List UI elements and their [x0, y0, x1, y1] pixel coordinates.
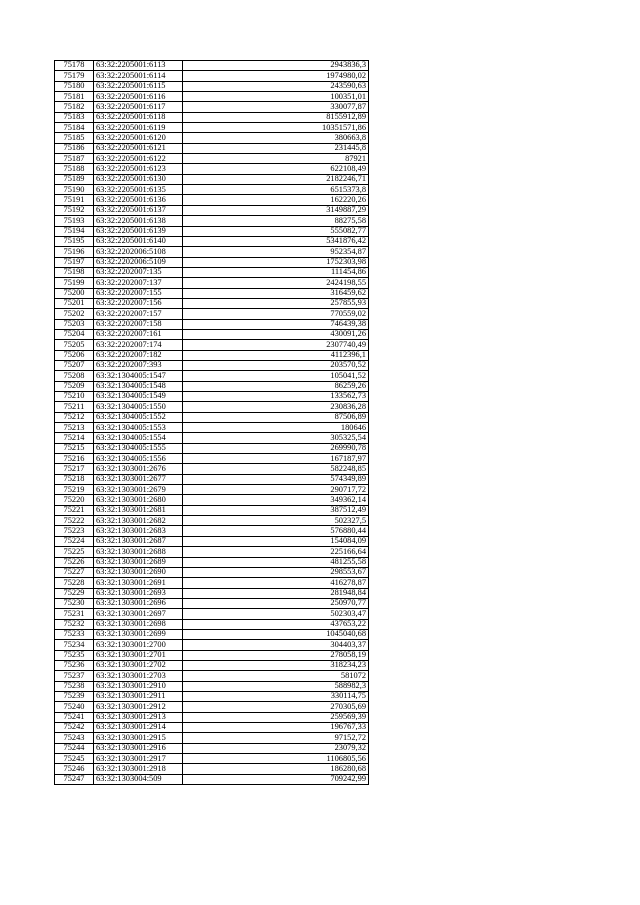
table-row	[55, 764, 369, 774]
cadastral-number-cell: 63:32:2202007:135	[94, 267, 183, 277]
cadastral-value-cell: 225166,64	[183, 547, 369, 557]
row-number-cell: 75204	[55, 329, 94, 339]
cadastral-value-cell: 87506,89	[183, 412, 369, 422]
table-row	[55, 619, 369, 629]
row-number-cell: 75242	[55, 723, 94, 733]
row-number-cell: 75221	[55, 505, 94, 515]
table-row	[55, 454, 369, 464]
cadastral-number-cell: 63:32:1304005:1548	[94, 381, 183, 391]
cadastral-value-cell: 281948,84	[183, 588, 369, 598]
table-row	[55, 609, 369, 619]
cadastral-number-cell: 63:32:1304005:1556	[94, 454, 183, 464]
cadastral-number-cell: 63:32:2202007:157	[94, 309, 183, 319]
row-number-cell: 75244	[55, 743, 94, 753]
cadastral-number-cell: 63:32:1303001:2917	[94, 754, 183, 764]
cadastral-number-cell: 63:32:1303001:2701	[94, 650, 183, 660]
row-number-cell: 75234	[55, 640, 94, 650]
cadastral-value-cell: 298553,67	[183, 567, 369, 577]
table-row	[55, 567, 369, 577]
cadastral-number-cell: 63:32:1303001:2910	[94, 681, 183, 691]
row-number-cell: 75210	[55, 392, 94, 402]
cadastral-number-cell: 63:32:1304005:1553	[94, 423, 183, 433]
cadastral-number-cell: 63:32:1303001:2916	[94, 743, 183, 753]
cadastral-number-cell: 63:32:1304005:1550	[94, 402, 183, 412]
table-body	[55, 61, 369, 785]
cadastral-number-cell: 63:32:2205001:6116	[94, 92, 183, 102]
cadastral-number-cell: 63:32:1303001:2700	[94, 640, 183, 650]
row-number-cell: 75223	[55, 526, 94, 536]
row-number-cell: 75236	[55, 660, 94, 670]
table-row	[55, 743, 369, 753]
cadastral-number-cell: 63:32:2205001:6130	[94, 174, 183, 184]
cadastral-value-table	[54, 60, 369, 785]
table-row	[55, 485, 369, 495]
cadastral-value-cell: 186280,68	[183, 764, 369, 774]
table-row	[55, 257, 369, 267]
cadastral-number-cell: 63:32:1303001:2691	[94, 578, 183, 588]
row-number-cell: 75209	[55, 381, 94, 391]
row-number-cell: 75216	[55, 454, 94, 464]
table-row	[55, 164, 369, 174]
table-row	[55, 433, 369, 443]
cadastral-value-cell: 304403,37	[183, 640, 369, 650]
cadastral-value-cell: 576880,44	[183, 526, 369, 536]
cadastral-value-cell: 290717,72	[183, 485, 369, 495]
cadastral-value-cell: 770559,02	[183, 309, 369, 319]
row-number-cell: 75196	[55, 247, 94, 257]
row-number-cell: 75191	[55, 195, 94, 205]
row-number-cell: 75231	[55, 609, 94, 619]
row-number-cell: 75181	[55, 92, 94, 102]
table-row	[55, 598, 369, 608]
row-number-cell: 75218	[55, 474, 94, 484]
row-number-cell: 75214	[55, 433, 94, 443]
row-number-cell: 75189	[55, 174, 94, 184]
cadastral-number-cell: 63:32:2205001:6113	[94, 61, 183, 71]
table-row	[55, 133, 369, 143]
cadastral-number-cell: 63:32:2202007:393	[94, 360, 183, 370]
table-row	[55, 288, 369, 298]
cadastral-number-cell: 63:32:1303001:2682	[94, 516, 183, 526]
table-row	[55, 402, 369, 412]
cadastral-number-cell: 63:32:2205001:6114	[94, 71, 183, 81]
cadastral-number-cell: 63:32:1303001:2689	[94, 557, 183, 567]
row-number-cell: 75225	[55, 547, 94, 557]
row-number-cell: 75232	[55, 619, 94, 629]
row-number-cell: 75226	[55, 557, 94, 567]
cadastral-value-cell: 430091,26	[183, 329, 369, 339]
cadastral-value-cell: 2424198,55	[183, 278, 369, 288]
cadastral-number-cell: 63:32:2205001:6117	[94, 102, 183, 112]
cadastral-value-cell: 330114,75	[183, 691, 369, 701]
row-number-cell: 75203	[55, 319, 94, 329]
cadastral-value-cell: 952354,87	[183, 247, 369, 257]
cadastral-value-cell: 416278,87	[183, 578, 369, 588]
table-row	[55, 61, 369, 71]
cadastral-value-cell: 746439,38	[183, 319, 369, 329]
row-number-cell: 75178	[55, 61, 94, 71]
table-row	[55, 123, 369, 133]
cadastral-number-cell: 63:32:2205001:6118	[94, 112, 183, 122]
cadastral-value-cell: 380663,8	[183, 133, 369, 143]
cadastral-value-cell: 8155912,89	[183, 112, 369, 122]
row-number-cell: 75201	[55, 298, 94, 308]
cadastral-value-cell: 387512,49	[183, 505, 369, 515]
table-row	[55, 236, 369, 246]
cadastral-number-cell: 63:32:2202007:158	[94, 319, 183, 329]
cadastral-number-cell: 63:32:1303001:2702	[94, 660, 183, 670]
cadastral-value-cell: 87921	[183, 154, 369, 164]
row-number-cell: 75193	[55, 216, 94, 226]
cadastral-number-cell: 63:32:2205001:6138	[94, 216, 183, 226]
cadastral-number-cell: 63:32:1304005:1552	[94, 412, 183, 422]
table-row	[55, 526, 369, 536]
cadastral-value-cell: 1752303,98	[183, 257, 369, 267]
table-row	[55, 629, 369, 639]
table-row	[55, 309, 369, 319]
cadastral-number-cell: 63:32:2205001:6136	[94, 195, 183, 205]
cadastral-value-cell: 111454,86	[183, 267, 369, 277]
table-row	[55, 319, 369, 329]
row-number-cell: 75238	[55, 681, 94, 691]
cadastral-value-cell: 6515373,8	[183, 185, 369, 195]
table-row	[55, 443, 369, 453]
table-row	[55, 660, 369, 670]
table-row	[55, 640, 369, 650]
row-number-cell: 75195	[55, 236, 94, 246]
row-number-cell: 75198	[55, 267, 94, 277]
table-row	[55, 102, 369, 112]
cadastral-number-cell: 63:32:1303001:2683	[94, 526, 183, 536]
cadastral-number-cell: 63:32:2205001:6119	[94, 123, 183, 133]
row-number-cell: 75192	[55, 205, 94, 215]
cadastral-value-cell: 231445,8	[183, 143, 369, 153]
cadastral-number-cell: 63:32:1303004:509	[94, 774, 183, 784]
cadastral-value-cell: 86259,26	[183, 381, 369, 391]
row-number-cell: 75222	[55, 516, 94, 526]
cadastral-number-cell: 63:32:2205001:6135	[94, 185, 183, 195]
table-row	[55, 143, 369, 153]
cadastral-value-cell: 180646	[183, 423, 369, 433]
row-number-cell: 75207	[55, 360, 94, 370]
row-number-cell: 75240	[55, 702, 94, 712]
cadastral-number-cell: 63:32:2205001:6140	[94, 236, 183, 246]
cadastral-value-cell: 97152,72	[183, 733, 369, 743]
table-row	[55, 350, 369, 360]
cadastral-value-cell: 257855,93	[183, 298, 369, 308]
cadastral-value-cell: 250970,77	[183, 598, 369, 608]
table-row	[55, 671, 369, 681]
cadastral-number-cell: 63:32:1303001:2699	[94, 629, 183, 639]
cadastral-number-cell: 63:32:2202007:137	[94, 278, 183, 288]
row-number-cell: 75211	[55, 402, 94, 412]
table-row	[55, 360, 369, 370]
cadastral-number-cell: 63:32:2202007:155	[94, 288, 183, 298]
cadastral-value-cell: 349362,14	[183, 495, 369, 505]
cadastral-number-cell: 63:32:2202007:182	[94, 350, 183, 360]
cadastral-value-cell: 243590,63	[183, 81, 369, 91]
cadastral-number-cell: 63:32:1303001:2698	[94, 619, 183, 629]
cadastral-value-cell: 437653,22	[183, 619, 369, 629]
row-number-cell: 75247	[55, 774, 94, 784]
cadastral-value-cell: 481255,58	[183, 557, 369, 567]
table-row	[55, 112, 369, 122]
cadastral-number-cell: 63:32:1303001:2914	[94, 723, 183, 733]
row-number-cell: 75246	[55, 764, 94, 774]
cadastral-value-cell: 4112396,1	[183, 350, 369, 360]
row-number-cell: 75243	[55, 733, 94, 743]
table-row	[55, 298, 369, 308]
cadastral-value-cell: 574349,89	[183, 474, 369, 484]
cadastral-number-cell: 63:32:1303001:2911	[94, 691, 183, 701]
cadastral-value-cell: 2307740,49	[183, 340, 369, 350]
row-number-cell: 75229	[55, 588, 94, 598]
cadastral-number-cell: 63:32:1303001:2677	[94, 474, 183, 484]
cadastral-value-cell: 10351571,86	[183, 123, 369, 133]
cadastral-value-cell: 318234,23	[183, 660, 369, 670]
cadastral-value-cell: 622108,49	[183, 164, 369, 174]
row-number-cell: 75235	[55, 650, 94, 660]
cadastral-value-cell: 162220,26	[183, 195, 369, 205]
row-number-cell: 75199	[55, 278, 94, 288]
table-row	[55, 702, 369, 712]
table-row	[55, 754, 369, 764]
cadastral-value-cell: 2943836,3	[183, 61, 369, 71]
table-row	[55, 557, 369, 567]
cadastral-number-cell: 63:32:1303001:2676	[94, 464, 183, 474]
table-row	[55, 392, 369, 402]
cadastral-value-cell: 133562,73	[183, 392, 369, 402]
row-number-cell: 75188	[55, 164, 94, 174]
cadastral-value-cell: 278058,19	[183, 650, 369, 660]
cadastral-number-cell: 63:32:1304005:1549	[94, 392, 183, 402]
cadastral-number-cell: 63:32:1303001:2680	[94, 495, 183, 505]
cadastral-value-cell: 269990,78	[183, 443, 369, 453]
table-row	[55, 723, 369, 733]
cadastral-value-cell: 581072	[183, 671, 369, 681]
table-row	[55, 681, 369, 691]
row-number-cell: 75227	[55, 567, 94, 577]
cadastral-value-cell: 105041,52	[183, 371, 369, 381]
table-row	[55, 329, 369, 339]
cadastral-number-cell: 63:32:1303001:2912	[94, 702, 183, 712]
table-row	[55, 733, 369, 743]
row-number-cell: 75205	[55, 340, 94, 350]
cadastral-value-cell: 330077,87	[183, 102, 369, 112]
row-number-cell: 75183	[55, 112, 94, 122]
table-row	[55, 423, 369, 433]
row-number-cell: 75206	[55, 350, 94, 360]
cadastral-value-cell: 2182246,71	[183, 174, 369, 184]
cadastral-number-cell: 63:32:2205001:6137	[94, 205, 183, 215]
cadastral-value-cell: 582248,85	[183, 464, 369, 474]
cadastral-number-cell: 63:32:2205001:6139	[94, 226, 183, 236]
cadastral-number-cell: 63:32:1303001:2688	[94, 547, 183, 557]
table-row	[55, 278, 369, 288]
cadastral-value-cell: 230836,28	[183, 402, 369, 412]
row-number-cell: 75228	[55, 578, 94, 588]
row-number-cell: 75219	[55, 485, 94, 495]
cadastral-number-cell: 63:32:2202007:174	[94, 340, 183, 350]
cadastral-number-cell: 63:32:2205001:6120	[94, 133, 183, 143]
row-number-cell: 75186	[55, 143, 94, 153]
cadastral-number-cell: 63:32:1303001:2697	[94, 609, 183, 619]
cadastral-value-cell: 305325,54	[183, 433, 369, 443]
cadastral-number-cell: 63:32:2205001:6122	[94, 154, 183, 164]
cadastral-number-cell: 63:32:2205001:6115	[94, 81, 183, 91]
row-number-cell: 75194	[55, 226, 94, 236]
row-number-cell: 75202	[55, 309, 94, 319]
row-number-cell: 75237	[55, 671, 94, 681]
table-row	[55, 464, 369, 474]
cadastral-value-cell: 5341876,42	[183, 236, 369, 246]
cadastral-value-cell: 88275,58	[183, 216, 369, 226]
row-number-cell: 75241	[55, 712, 94, 722]
cadastral-value-cell: 1974980,02	[183, 71, 369, 81]
cadastral-number-cell: 63:32:1303001:2693	[94, 588, 183, 598]
table-row	[55, 195, 369, 205]
cadastral-number-cell: 63:32:1303001:2915	[94, 733, 183, 743]
table-row	[55, 226, 369, 236]
row-number-cell: 75239	[55, 691, 94, 701]
cadastral-value-cell: 167187,97	[183, 454, 369, 464]
row-number-cell: 75197	[55, 257, 94, 267]
table-row	[55, 588, 369, 598]
cadastral-value-cell: 3149887,29	[183, 205, 369, 215]
cadastral-value-cell: 1045040,68	[183, 629, 369, 639]
row-number-cell: 75220	[55, 495, 94, 505]
row-number-cell: 75200	[55, 288, 94, 298]
table-row	[55, 267, 369, 277]
table-row	[55, 205, 369, 215]
cadastral-number-cell: 63:32:2202006:5109	[94, 257, 183, 267]
cadastral-number-cell: 63:32:1303001:2703	[94, 671, 183, 681]
cadastral-number-cell: 63:32:1303001:2679	[94, 485, 183, 495]
cadastral-value-cell: 196767,33	[183, 723, 369, 733]
table-row	[55, 71, 369, 81]
row-number-cell: 75185	[55, 133, 94, 143]
row-number-cell: 75184	[55, 123, 94, 133]
cadastral-value-cell: 203570,52	[183, 360, 369, 370]
cadastral-value-cell: 502327,5	[183, 516, 369, 526]
table-row	[55, 547, 369, 557]
cadastral-number-cell: 63:32:2202006:5108	[94, 247, 183, 257]
table-row	[55, 92, 369, 102]
row-number-cell: 75233	[55, 629, 94, 639]
table-row	[55, 516, 369, 526]
table-row	[55, 381, 369, 391]
cadastral-number-cell: 63:32:1303001:2913	[94, 712, 183, 722]
row-number-cell: 75213	[55, 423, 94, 433]
cadastral-value-cell: 270305,69	[183, 702, 369, 712]
table-row	[55, 216, 369, 226]
row-number-cell: 75187	[55, 154, 94, 164]
row-number-cell: 75245	[55, 754, 94, 764]
cadastral-value-cell: 709242,99	[183, 774, 369, 784]
row-number-cell: 75224	[55, 536, 94, 546]
table-row	[55, 712, 369, 722]
table-row	[55, 495, 369, 505]
table-row	[55, 774, 369, 784]
cadastral-number-cell: 63:32:2202007:156	[94, 298, 183, 308]
cadastral-value-cell: 259569,39	[183, 712, 369, 722]
row-number-cell: 75180	[55, 81, 94, 91]
cadastral-number-cell: 63:32:1304005:1555	[94, 443, 183, 453]
row-number-cell: 75215	[55, 443, 94, 453]
cadastral-number-cell: 63:32:1304005:1554	[94, 433, 183, 443]
cadastral-number-cell: 63:32:2202007:161	[94, 329, 183, 339]
table-row	[55, 247, 369, 257]
cadastral-value-cell: 1106805,56	[183, 754, 369, 764]
cadastral-value-cell: 23079,32	[183, 743, 369, 753]
table-row	[55, 81, 369, 91]
table-row	[55, 185, 369, 195]
cadastral-number-cell: 63:32:1303001:2696	[94, 598, 183, 608]
cadastral-value-cell: 316459,62	[183, 288, 369, 298]
table-row	[55, 474, 369, 484]
table-row	[55, 340, 369, 350]
table-row	[55, 412, 369, 422]
cadastral-number-cell: 63:32:1304005:1547	[94, 371, 183, 381]
cadastral-value-cell: 502303,47	[183, 609, 369, 619]
cadastral-number-cell: 63:32:2205001:6121	[94, 143, 183, 153]
table-row	[55, 650, 369, 660]
row-number-cell: 75182	[55, 102, 94, 112]
row-number-cell: 75208	[55, 371, 94, 381]
cadastral-value-cell: 154084,09	[183, 536, 369, 546]
cadastral-number-cell: 63:32:1303001:2690	[94, 567, 183, 577]
cadastral-value-cell: 555082,77	[183, 226, 369, 236]
row-number-cell: 75179	[55, 71, 94, 81]
cadastral-number-cell: 63:32:1303001:2687	[94, 536, 183, 546]
table-row	[55, 691, 369, 701]
table-row	[55, 505, 369, 515]
row-number-cell: 75190	[55, 185, 94, 195]
cadastral-number-cell: 63:32:1303001:2681	[94, 505, 183, 515]
row-number-cell: 75212	[55, 412, 94, 422]
table-row	[55, 371, 369, 381]
table-row	[55, 154, 369, 164]
row-number-cell: 75230	[55, 598, 94, 608]
table-row	[55, 536, 369, 546]
cadastral-value-cell: 100351,01	[183, 92, 369, 102]
table-row	[55, 174, 369, 184]
table-row	[55, 578, 369, 588]
row-number-cell: 75217	[55, 464, 94, 474]
cadastral-number-cell: 63:32:2205001:6123	[94, 164, 183, 174]
cadastral-number-cell: 63:32:1303001:2918	[94, 764, 183, 774]
cadastral-value-cell: 588982,3	[183, 681, 369, 691]
